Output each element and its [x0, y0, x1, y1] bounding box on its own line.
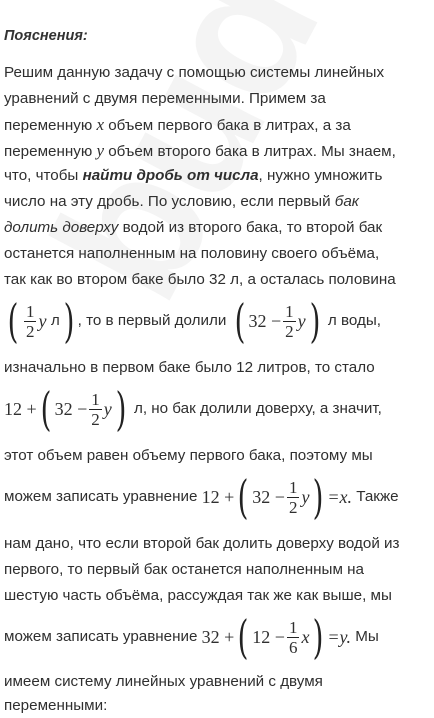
formula-line: ( $\frac{1}{2}$ y л ) , то в первый долили ( 32 − $\frac{1}{2}$ y ) л воды, — [4, 298, 381, 344]
formula-line: можем записать уравнение 32 + ( 12 − $\frac{1}{6}$ x ) =y. Мы — [4, 610, 379, 664]
formula-line: можем записать уравнение 12 + ( 32 − $\frac{1}{2}$ y ) =x. Также — [4, 470, 399, 524]
equation-x: 12 + ( 32 − $\frac{1}{2}$ y ) =x. — [201, 470, 353, 524]
text-line: первого, то первый бак останется наполненным на — [4, 561, 364, 578]
text-line: нам дано, что если второй бак долить доверху водой из — [4, 535, 400, 552]
section-heading: Пояснения: — [4, 28, 88, 44]
formula-half-y: ( $\frac{1}{2}$ y л ) — [7, 294, 75, 348]
text-line: долить доверху водой из второго бака, то второй бак — [4, 219, 383, 236]
text-line: переменную y объем второго бака в литрах. Мы знаем, — [4, 141, 396, 160]
text-line: останется наполненным на половину своего объёма, — [4, 245, 380, 262]
text-line: так как во втором баке было 32 л, а осталась половина — [4, 271, 396, 288]
variable-x: x — [96, 115, 104, 134]
variable-y: y — [96, 141, 104, 160]
text-line: Решим данную задачу с помощью системы линейных — [4, 64, 385, 81]
formula-32-minus-half-y: ( 32 − $\frac{1}{2}$ y ) — [234, 294, 321, 348]
formula-line: 12 + ( 32 − $\frac{1}{2}$ y ) л, но бак долили доверху, а значит, — [4, 382, 382, 436]
term-link[interactable]: найти дробь от числа — [82, 167, 259, 184]
text-line: переменными: — [4, 697, 108, 714]
formula-12-plus: 12 + ( 32 − $\frac{1}{2}$ y ) — [4, 382, 127, 436]
text-line: что, чтобы найти дробь от числа, нужно умножить — [4, 167, 383, 184]
text-line: число на эту дробь. По условию, если первый бак — [4, 193, 359, 210]
text-line: шестую часть объёма, рассуждая так же как выше, мы — [4, 587, 392, 604]
text-line: имеем систему линейных уравнений с двумя — [4, 673, 323, 690]
text-line: переменную x объем первого бака в литрах, а за — [4, 115, 351, 134]
equation-y: 32 + ( 12 − $\frac{1}{6}$ x ) =y. — [201, 610, 352, 664]
text-line: изначально в первом баке было 12 литров, то стало — [4, 359, 375, 376]
text-line: этот объем равен объему первого бака, поэтому мы — [4, 447, 373, 464]
text-line: уравнений с двумя переменными. Примем за — [4, 90, 326, 107]
